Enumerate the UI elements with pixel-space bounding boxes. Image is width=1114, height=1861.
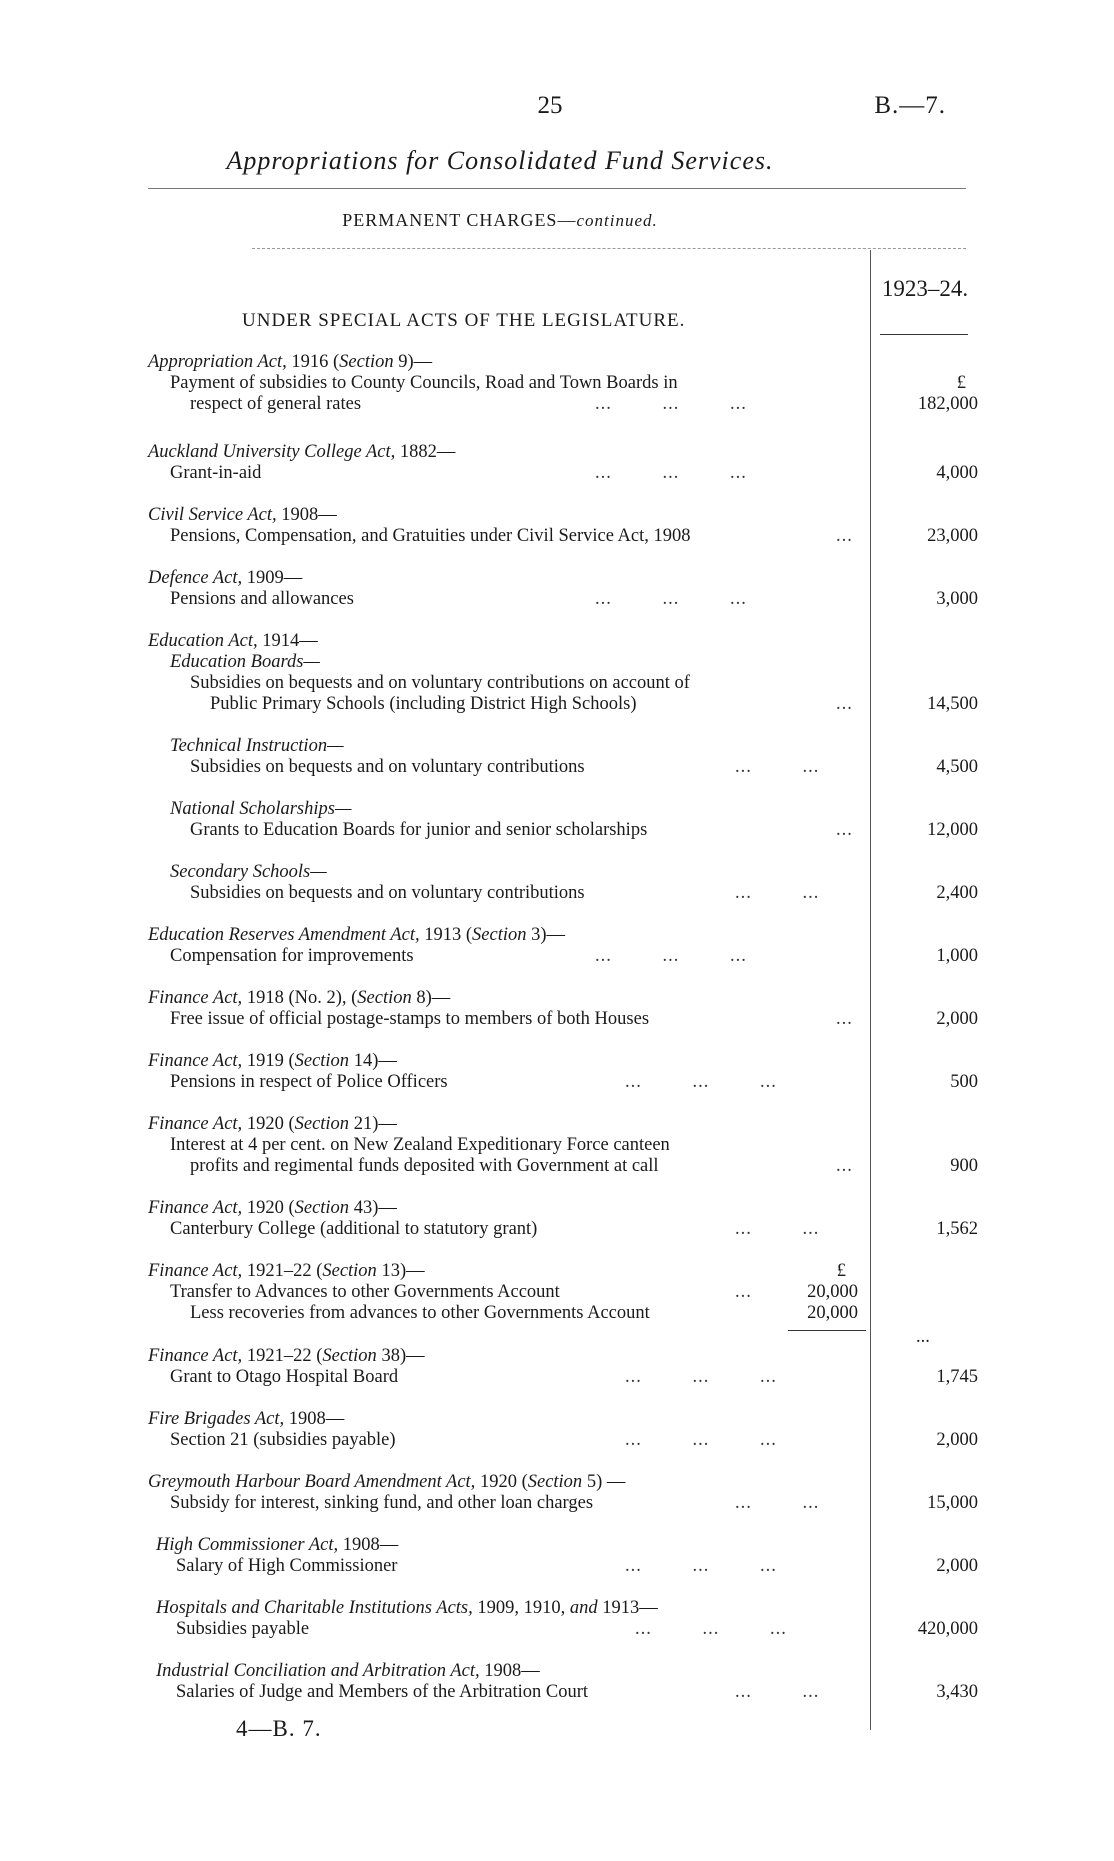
act-section-number: 5) — [582,1472,626,1492]
column-year-rule [880,334,968,335]
act-title [148,1114,397,1135]
act-year: 1908— [284,1409,345,1429]
act-year-last: 1913— [597,1598,658,1618]
amount: 2,400 [936,883,978,903]
title-rule [148,188,966,189]
entry-description: Pensions and allowances [170,589,354,609]
leader-dots: ... ... ... [635,1619,787,1639]
act-section-word: Section [294,1198,350,1218]
leader-dots: ... [836,694,853,714]
leader-dots: ... ... ... [595,394,747,414]
amount: 2,000 [936,1430,978,1450]
act-year: 1921–22 ( [242,1346,323,1366]
subtitle-rule [252,248,966,249]
act-title [148,631,318,652]
amount: 420,000 [917,1619,978,1639]
act-name: Greymouth Harbour Board Amendment Act, [148,1472,476,1492]
act-name: Defence Act, [148,568,243,588]
act-title [148,925,565,946]
act-section-word: Section [472,925,527,945]
leader-dots: ... ... ... [595,463,747,483]
act-section-number: 21)— [349,1114,397,1134]
entry-description: Free issue of official postage-stamps to members of both Houses [170,1009,650,1029]
amount: 12,000 [927,820,978,840]
subtitle-italic: continued. [576,211,658,230]
amount: 15,000 [927,1493,978,1513]
act-section-word: Section [527,1472,583,1492]
act-section-word: Section [294,1114,350,1134]
entry-description: Canterbury College (additional to statutory grant) [170,1219,538,1239]
entry-description: Salaries of Judge and Members of the Arbitration Court [176,1682,589,1702]
act-section-number: 8)— [411,988,451,1008]
act-title [148,1051,397,1072]
page-title: Appropriations for Consolidated Fund Services. [226,146,774,175]
entry-description: Pensions, Compensation, and Gratuities under Civil Service Act, 1908 [170,526,691,546]
act-name: Education Act, [148,631,258,651]
leader-dots: ... [836,820,853,840]
act-title [156,1598,658,1619]
entry-description: Subsidies payable [176,1619,310,1639]
column-year-heading: 1923–24. [881,276,969,301]
act-year: 1913 ( [419,925,473,945]
amount: 2,000 [936,1009,978,1029]
amount: 500 [950,1072,978,1092]
entry-description: Interest at 4 per cent. on New Zealand Expeditionary Force canteen [170,1135,670,1155]
act-name: Finance Act, [148,1346,243,1366]
act-year: 1914— [257,631,318,651]
entry-description: Grant to Otago Hospital Board [170,1367,399,1387]
leader-dots: ... ... [735,883,820,903]
leader-dots: ... [836,1009,853,1029]
act-section-number: 13)— [376,1261,425,1281]
amount: 900 [950,1156,978,1176]
column-divider [870,250,871,1730]
act-name: Hospitals and Charitable Institutions Acts, [156,1598,473,1618]
act-year: 1909— [242,568,303,588]
act-year: 1908— [276,505,337,525]
act-title [148,352,432,373]
act-year: 1921–22 ( [242,1261,323,1281]
subtitle-main: PERMANENT CHARGES— [342,210,577,230]
sub-heading: Technical Instruction— [170,736,344,756]
act-title [148,1346,425,1367]
amount: 1,000 [936,946,978,966]
act-title [156,1535,398,1556]
entry-description: Subsidy for interest, sinking fund, and other loan charges [170,1493,594,1513]
act-name: Finance Act, [148,988,243,1008]
act-name: Civil Service Act, [148,505,277,525]
act-section-word: Section [322,1346,377,1366]
entry-description: Payment of subsidies to County Councils, Road and Town Boards in [170,373,678,393]
act-year: 1920 ( [242,1114,295,1134]
act-section-number: 14)— [349,1051,397,1071]
entry-description: Section 21 (subsidies payable) [170,1430,396,1450]
amount: 2,000 [936,1556,978,1576]
leader-dots: ... ... ... [625,1556,777,1576]
inner-total-rule [788,1330,866,1331]
entry-description: Subsidies on bequests and on voluntary contributions [190,757,585,777]
leader-dots: ... ... ... [595,589,747,609]
act-year: 1918 (No. 2), ( [242,988,358,1008]
act-title [148,568,302,589]
amount: 1,562 [936,1219,978,1239]
entry-description: Salary of High Commissioner [176,1556,398,1576]
leader-dots: ... ... ... [625,1430,777,1450]
act-name: Finance Act, [148,1198,243,1218]
act-section-word: Section [357,988,412,1008]
act-year: 1909, 1910, [472,1598,570,1618]
page-subtitle [0,210,1000,231]
act-conjunction: and [569,1598,598,1618]
act-title [148,1472,625,1493]
act-name: Education Reserves Amendment Act, [148,925,420,945]
entry-description: Grant-in-aid [170,463,262,483]
act-section-word: Section [294,1051,350,1071]
act-name: Fire Brigades Act, [148,1409,285,1429]
act-year: 1920 ( [475,1472,528,1492]
entry-description-cont: profits and regimental funds deposited with Government at call [190,1156,659,1176]
act-name: Industrial Conciliation and Arbitration Act, [156,1661,480,1681]
inner-currency-symbol: £ [836,1261,846,1281]
leader-dots: ... ... ... [595,946,747,966]
act-title [148,442,455,463]
entry-description-cont: Public Primary Schools (including District High Schools) [210,694,637,714]
amount: 3,000 [936,589,978,609]
sub-heading: Secondary Schools— [170,862,327,882]
act-title [148,1409,344,1430]
entry-description: Subsidies on bequests and on voluntary contributions [190,883,585,903]
act-section-number: 43)— [349,1198,397,1218]
leader-dots: ... ... [735,757,820,777]
act-name: Finance Act, [148,1261,243,1281]
act-name: Appropriation Act, [148,352,287,372]
leader-dots: ... [836,526,853,546]
entry-description: Transfer to Advances to other Governments Account [170,1282,560,1302]
amount: 3,430 [936,1682,978,1702]
amount: 23,000 [927,526,978,546]
amount: 182,000 [917,394,978,414]
leader-dots: ... [735,1282,752,1302]
act-year: 1882— [395,442,456,462]
document-reference: B.—7. [874,92,946,119]
sub-heading: National Scholarships— [170,799,352,819]
act-section-number: 3)— [526,925,566,945]
act-section-word: Section [322,1261,377,1281]
entry-description-cont: Less recoveries from advances to other Governments Account [190,1303,650,1323]
act-title [148,988,450,1009]
section-heading: UNDER SPECIAL ACTS OF THE LEGISLATURE. [242,310,686,331]
leader-dots: ... ... [735,1219,820,1239]
amount: 4,500 [936,757,978,777]
act-title [148,1198,397,1219]
act-year: 1920 ( [242,1198,295,1218]
leader-dots: ... ... ... [625,1367,777,1387]
amount: ... [916,1327,930,1347]
act-year: 1908— [338,1535,399,1555]
act-name: Finance Act, [148,1114,243,1134]
amount: 4,000 [936,463,978,483]
act-title [148,505,337,526]
act-year: 1919 ( [242,1051,295,1071]
act-section-number: 38)— [376,1346,425,1366]
act-name: Finance Act, [148,1051,243,1071]
leader-dots: ... ... ... [625,1072,777,1092]
act-name: Auckland University College Act, [148,442,396,462]
entry-description: Grants to Education Boards for junior and senior scholarships [190,820,648,840]
page-number: 25 [537,92,563,119]
act-year: 1916 ( [286,352,340,372]
inner-amount: 20,000 [807,1282,858,1302]
leader-dots: ... ... [735,1682,820,1702]
currency-symbol: £ [956,373,966,393]
signature-mark: 4—B. 7. [236,1716,322,1741]
inner-amount: 20,000 [807,1303,858,1323]
leader-dots: ... ... [735,1493,820,1513]
leader-dots: ... [836,1156,853,1176]
entry-description: Compensation for improvements [170,946,414,966]
act-name: High Commissioner Act, [156,1535,339,1555]
act-title [148,1261,425,1282]
amount: 14,500 [927,694,978,714]
act-section-number: 9)— [393,352,433,372]
amount: 1,745 [936,1367,978,1387]
act-section-word: Section [339,352,394,372]
entry-description: Subsidies on bequests and on voluntary contributions on account of [190,673,690,693]
act-title [156,1661,540,1682]
entry-description: Pensions in respect of Police Officers [170,1072,448,1092]
act-year: 1908— [479,1661,540,1681]
sub-heading: Education Boards— [170,652,320,672]
entry-description-cont: respect of general rates [190,394,362,414]
